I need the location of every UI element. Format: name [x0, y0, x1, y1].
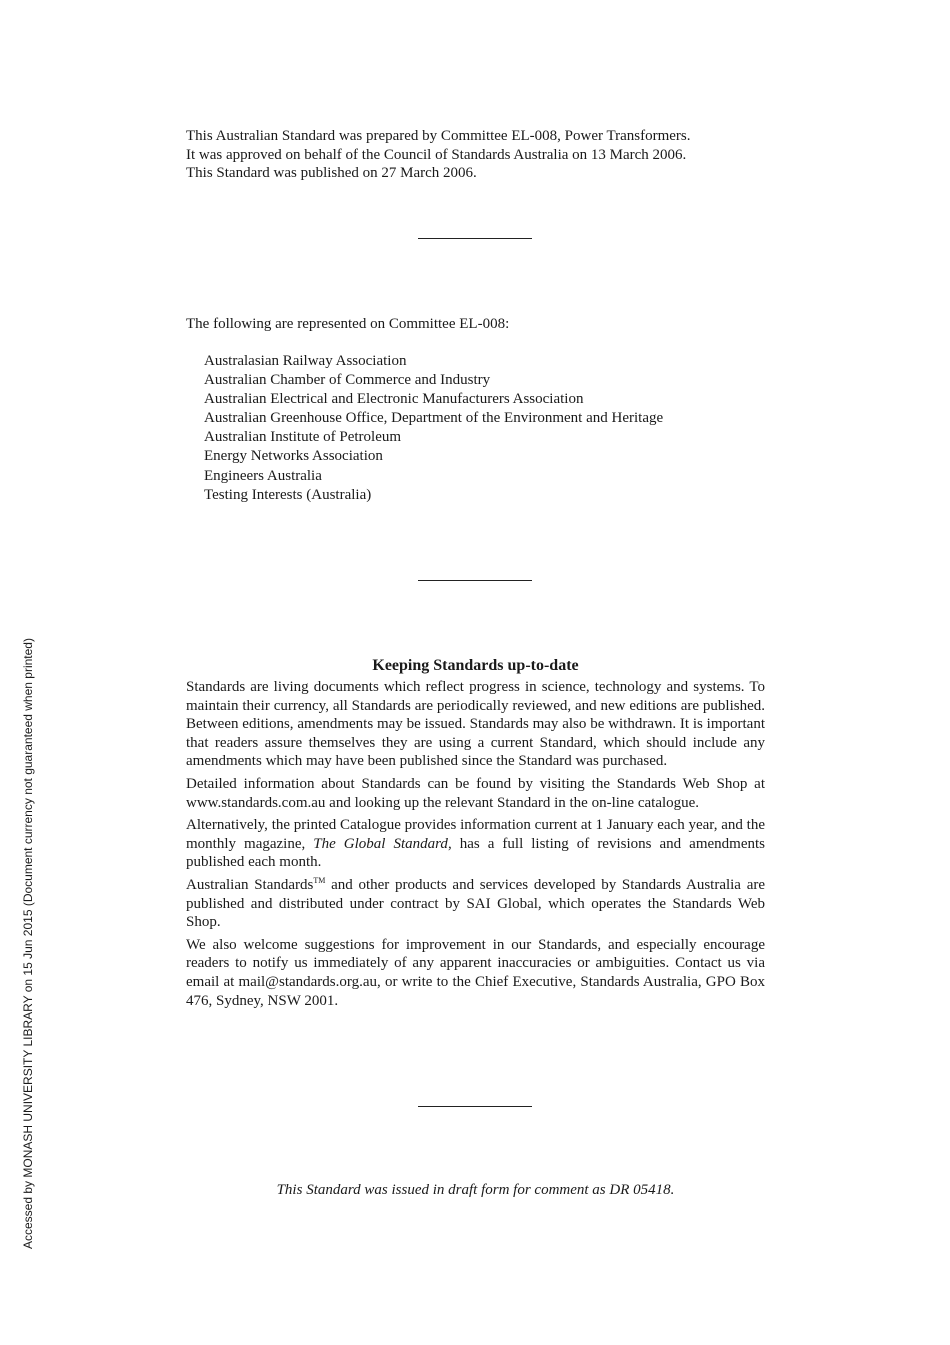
paragraph-sai-global — [186, 876, 765, 932]
preparation-statement — [186, 127, 765, 183]
paragraph-living-documents: Standards are living documents which reflect progress in science, technology and systems. To maintain their currency, all Standards are periodically reviewed, and new editions are published. Between editions, amendments may be issued. Standards may also be withdrawn. It is important that readers assure themselves they are using a current Standard, which should include any amendments which may have been published since the Standard was purchased. — [186, 679, 765, 770]
committee-member: Australian Chamber of Commerce and Industry — [204, 372, 491, 389]
committee-lead: The following are represented on Committee EL-008: — [186, 316, 510, 332]
catalogue-text: Alternatively, the printed Catalogue provides information current at 1 January each year, and the monthly magazine, — [186, 817, 765, 852]
draft-note: This Standard was issued in draft form for comment as DR 05418. — [276, 1182, 675, 1198]
section-heading: Keeping Standards up-to-date — [372, 657, 579, 674]
approval-line: It was approved on behalf of the Council of Standards Australia on 13 March 2006. — [186, 146, 687, 163]
committee-section — [186, 315, 765, 505]
committee-member: Australian Electrical and Electronic Manufacturers Association — [204, 391, 584, 408]
committee-member: Australasian Railway Association — [204, 353, 407, 369]
sai-global-text: and other products and services developed by Standards Australia are published and distributed under contract by SAI Global, which operates the Standards Web Shop. — [186, 876, 766, 931]
committee-member: Australian Greenhouse Office, Department of the Environment and Heritage — [204, 410, 664, 427]
magazine-title: The Global Standard — [313, 835, 448, 852]
trademark-symbol: TM — [313, 875, 326, 885]
section-divider — [418, 238, 532, 239]
section-divider — [418, 1106, 532, 1107]
publication-line: This Standard was published on 27 March 2006. — [186, 165, 477, 182]
prepared-by-line: This Australian Standard was prepared by Committee EL-008, Power Transformers. — [186, 128, 691, 144]
paragraph-suggestions: We also welcome suggestions for improvement in our Standards, and especially encourage readers to notify us immediately of any apparent inaccuracies or ambiguities. Contact us via email at mail@standards.org.au, or write to the Chief Executive, Standards Australia, GPO Box 476, Sydney, NSW 2001. — [186, 936, 765, 1009]
committee-member: Engineers Australia — [204, 467, 322, 484]
catalogue-text-end: , has a full listing of revisions and amendments published each month. — [186, 835, 765, 871]
brand-text: Australian Standards — [186, 876, 314, 893]
paragraph-catalogue — [186, 816, 765, 872]
committee-member: Testing Interests (Australia) — [204, 486, 372, 503]
committee-member: Australian Institute of Petroleum — [204, 429, 402, 446]
section-divider — [418, 580, 532, 581]
keeping-standards-section — [186, 656, 765, 1014]
committee-member-list — [186, 352, 765, 505]
paragraph-web-shop: Detailed information about Standards can be found by visiting the Standards Web Shop at www.standards.com.au and looking up the relevant Standard in the on-line catalogue. — [186, 775, 765, 811]
committee-member: Energy Networks Association — [204, 448, 383, 465]
access-stamp: Accessed by MONASH UNIVERSITY LIBRARY on 15 Jun 2015 (Document currency not guaranteed when printed) — [21, 638, 35, 1249]
